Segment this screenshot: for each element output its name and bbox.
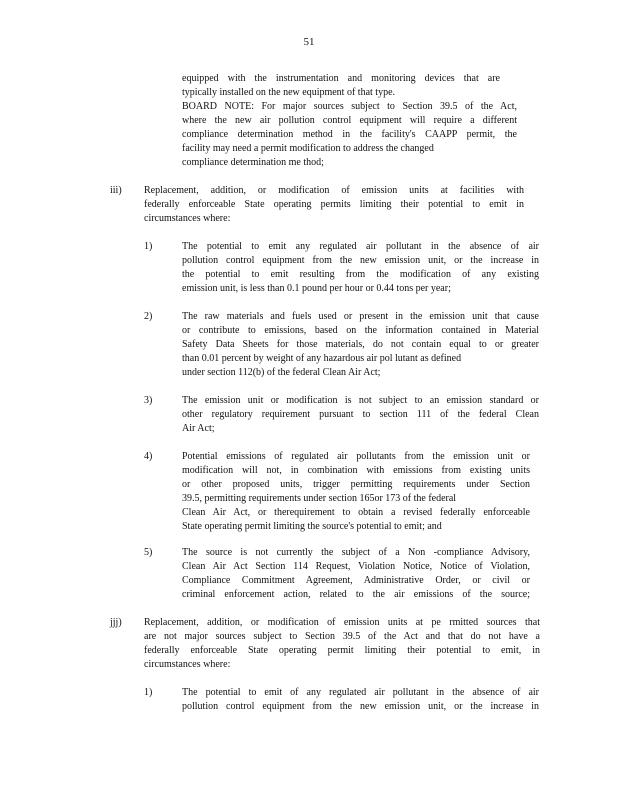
- text-line: emission unit, is less than 0.1 pound per hour or 0.44 tons per year;: [182, 283, 451, 294]
- text-line: Clean Air Act, or therequirement to obtain a revised federally enforceable: [182, 507, 530, 518]
- item-3-marker: 3): [144, 395, 153, 406]
- text-line: modification will not, in combination with emissions from existing units: [182, 465, 530, 476]
- item-jjj-1-text: [182, 686, 539, 714]
- text-line: Compliance Commitment Agreement, Administrative Order, or civil or: [182, 575, 530, 586]
- text-line: Clean Air Act Section 114 Request, Violation Notice, Notice of Violation,: [182, 561, 530, 572]
- text-line: other regulatory requirement pursuant to section 111 of the federal Clean: [182, 409, 539, 420]
- item-5-text: [182, 546, 530, 602]
- text-line: typically installed on the new equipment of that type.: [182, 87, 396, 98]
- text-line: pollution control equipment from the new emission unit, or the increase in: [182, 701, 539, 712]
- text-line: 39.5, permitting requirements under section 165or 173 of the federal: [182, 493, 457, 504]
- text-line: The potential to emit any regulated air pollutant in the absence of air: [182, 241, 539, 252]
- item-4-text: [182, 450, 530, 534]
- text-line: compliance determination method in the facility's CAAPP permit, the: [182, 129, 517, 140]
- item-jjj-1-marker: 1): [144, 687, 153, 698]
- section-jjj-marker: jjj): [110, 617, 122, 628]
- text-line: facility may need a permit modification to address the changed: [182, 143, 434, 154]
- section-iii-marker: iii): [110, 185, 122, 196]
- item-1-text: [182, 240, 539, 296]
- text-line: circumstances where:: [144, 213, 231, 224]
- text-line: where the new air pollution control equipment will require a different: [182, 115, 517, 126]
- text-line: The potential to emit of any regulated air pollutant in the absence of air: [182, 687, 539, 698]
- page-number: 51: [303, 36, 315, 48]
- section-jjj-text: [144, 616, 540, 672]
- text-line: The emission unit or modification is not subject to an emission standard or: [182, 395, 539, 406]
- text-line: Replacement, addition, or modification of emission units at pe rmitted sources that: [144, 617, 540, 628]
- item-4-marker: 4): [144, 451, 153, 462]
- text-line: criminal enforcement action, related to the air emissions of the source;: [182, 589, 530, 600]
- text-line: pollution control equipment from the new emission unit, or the increase in: [182, 255, 539, 266]
- board-note: [182, 100, 517, 170]
- text-line: federally enforceable State operating permit limiting their potential to emit, in: [144, 645, 540, 656]
- text-line: State operating permit limiting the source's potential to emit; and: [182, 521, 442, 532]
- text-line: are not major sources subject to Section 39.5 of the Act and that do not have a: [144, 631, 540, 642]
- text-line: Air Act;: [182, 423, 215, 434]
- item-2-text: [182, 310, 539, 380]
- section-iii-text: [144, 184, 524, 226]
- text-line: The raw materials and fuels used or present in the emission unit that cause: [182, 311, 539, 322]
- text-line: or contribute to emissions, based on the information contained in Material: [182, 325, 539, 336]
- item-5-marker: 5): [144, 547, 153, 558]
- text-line: BOARD NOTE: For major sources subject to Section 39.5 of the Act,: [182, 101, 517, 112]
- text-line: Potential emissions of regulated air pollutants from the emission unit or: [182, 451, 530, 462]
- text-line: federally enforceable State operating permits limiting their potential to emit in: [144, 199, 524, 210]
- intro-continuation: [182, 72, 500, 100]
- text-line: Replacement, addition, or modification of emission units at facilities with: [144, 185, 524, 196]
- item-3-text: [182, 394, 539, 436]
- text-line: equipped with the instrumentation and monitoring devices that are: [182, 73, 500, 84]
- text-line: than 0.01 percent by weight of any hazardous air pol lutant as defined: [182, 353, 462, 364]
- text-line: under section 112(b) of the federal Clean Air Act;: [182, 367, 381, 378]
- item-1-marker: 1): [144, 241, 153, 252]
- text-line: compliance determination me thod;: [182, 157, 324, 168]
- text-line: the potential to emit resulting from the modification of any existing: [182, 269, 539, 280]
- text-line: Safety Data Sheets for those materials, do not contain equal to or greater: [182, 339, 539, 350]
- text-line: The source is not currently the subject of a Non -compliance Advisory,: [182, 547, 530, 558]
- item-2-marker: 2): [144, 311, 153, 322]
- text-line: or other proposed units, trigger permitting requirements under Section: [182, 479, 530, 490]
- text-line: circumstances where:: [144, 659, 231, 670]
